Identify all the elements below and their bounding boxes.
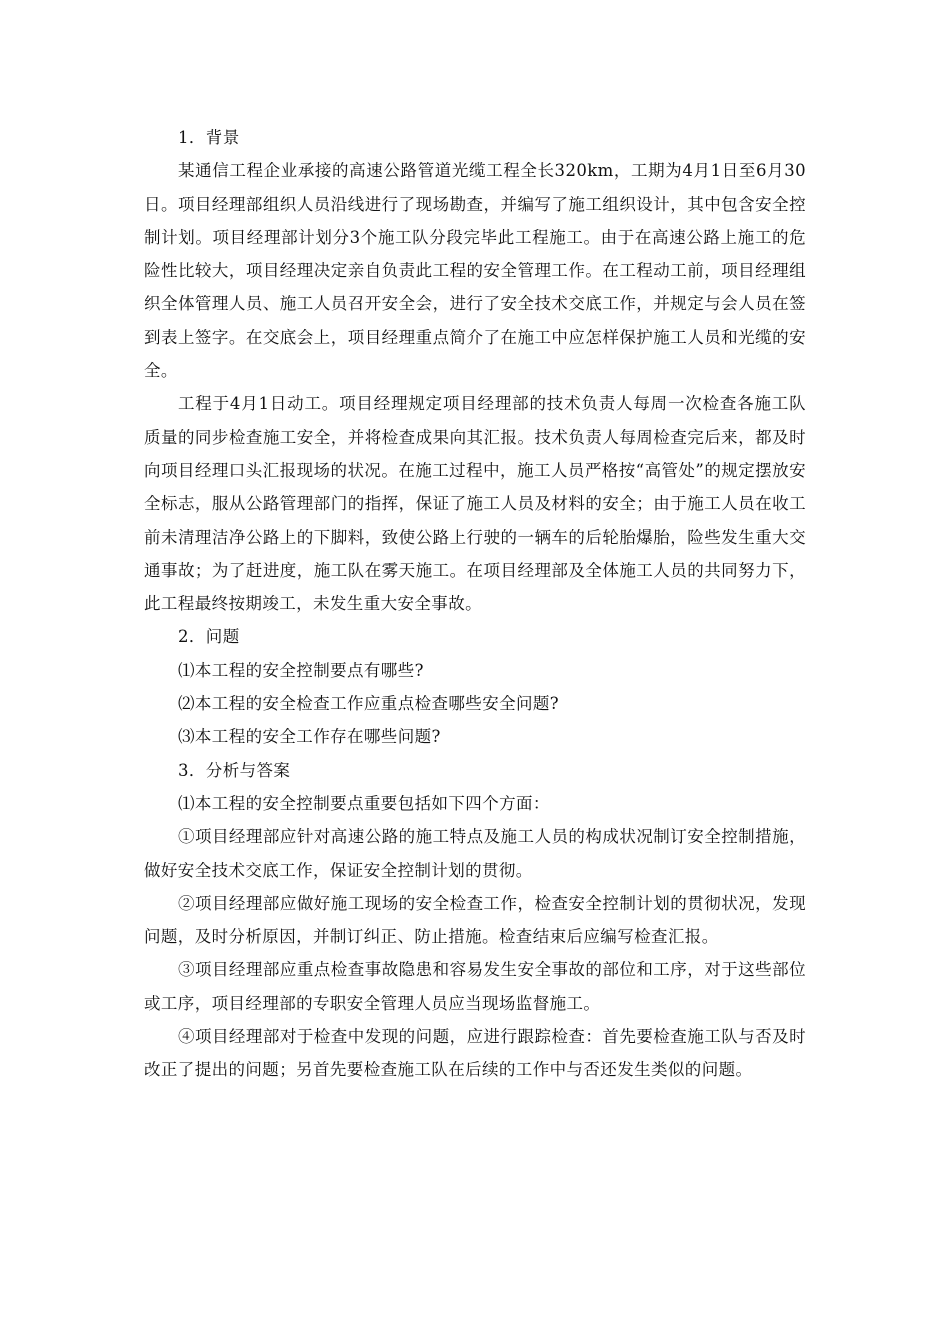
section-heading-answers: 3．分析与答案 bbox=[178, 760, 291, 780]
section-heading-background: 1．背景 bbox=[178, 128, 240, 147]
answer-point-1: ①项目经理部应针对高速公路的施工特点及施工人员的构成状况制订安全控制措施，做好安全技术交底工作，保证安全控制计划的贯彻。 bbox=[144, 827, 806, 880]
answer-1-intro: ⑴本工程的安全控制要点重要包括如下四个方面： bbox=[178, 793, 550, 813]
paragraph-background-1: 某通信工程企业承接的高速公路管道光缆工程全长320km，工期为4月1日至6月30日。项目经理部组织人员沿线进行了现场勘查，并编写了施工组织设计，其中包含安全控制计划。项目经理部计划分3个施工队分段完毕此工程施工。由于在高速公路上施工的危险性比较大，项目经理决定亲自负责此工程的安全管理工作。在工程动工前，项目经理组织全体管理人员、施工人员召开安全会，进行了安全技术交底工作，并规定与会人员在签到表上签字。在交底会上，项目经理重点简介了在施工中应怎样保护施工人员和光缆的安全。 bbox=[144, 161, 806, 381]
answer-point-2: ②项目经理部应做好施工现场的安全检查工作，检查安全控制计划的贯彻状况，发现问题，及时分析原因，并制订纠正、防止措施。检查结束后应编写检查汇报。 bbox=[144, 893, 806, 947]
answer-point-4: ④项目经理部对于检查中发现的问题，应进行跟踪检查：首先要检查施工队与否及时改正了提出的问题；另首先要检查施工队在后续的工作中与否还发生类似的问题。 bbox=[144, 1027, 806, 1080]
question-1: ⑴本工程的安全控制要点有哪些? bbox=[178, 660, 424, 680]
question-3: ⑶本工程的安全工作存在哪些问题? bbox=[178, 727, 441, 747]
paragraph-background-2: 工程于4月1日动工。项目经理规定项目经理部的技术负责人每周一次检查各施工队质量的同步检查施工安全，并将检查成果向其汇报。技术负责人每周检查完后来，都及时向项目经理口头汇报现场的状况。在施工过程中，施工人员严格按“高管处”的规定摆放安全标志，服从公路管理部门的指挥，保证了施工人员及材料的安全；由于施工人员在收工前未清理洁净公路上的下脚料，致使公路上行驶的一辆车的后轮胎爆胎，险些发生重大交通事故；为了赶进度，施工队在雾天施工。在项目经理部及全体施工人员的共同努力下，此工程最终按期竣工，未发生重大安全事故。 bbox=[144, 394, 806, 614]
document-body bbox=[144, 121, 806, 1087]
answer-point-3: ③项目经理部应重点检查事故隐患和容易发生安全事故的部位和工序，对于这些部位或工序，项目经理部的专职安全管理人员应当现场监督施工。 bbox=[144, 960, 806, 1013]
question-2: ⑵本工程的安全检查工作应重点检查哪些安全问题? bbox=[178, 694, 560, 714]
section-heading-questions: 2．问题 bbox=[178, 627, 240, 647]
